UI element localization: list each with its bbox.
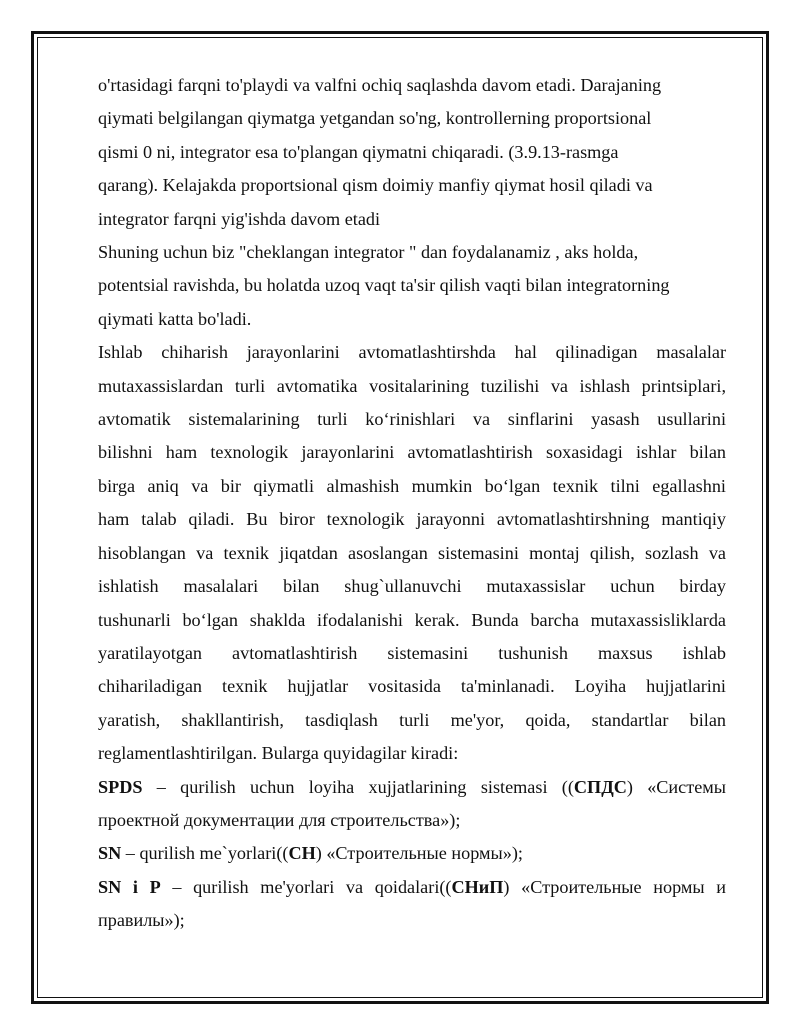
text-line: integrator farqni yig'ishda davom etadi <box>98 208 381 229</box>
text-line: qismi 0 ni, integrator esa to'plangan qiymatni chiqaradi. (3.9.13-rasmga <box>98 141 619 162</box>
abbr-term: SPDS <box>98 776 143 797</box>
text-line: qarang). Kelajakda proportsional qism doimiy manfiy qiymat hosil qiladi va <box>98 175 653 196</box>
russian-abbr: СН <box>288 843 316 864</box>
text-line <box>98 871 726 904</box>
list-item-sn <box>98 837 726 870</box>
definition-text: – qurilish me`yorlari(( <box>121 843 289 864</box>
text-line: yaratilayotgan avtomatlashtirish sistemasini tushunish maxsus ishlab <box>98 642 726 663</box>
text-line: Shuning uchun biz "cheklangan integrator " dan foydalanamiz , aks holda, <box>98 242 639 263</box>
text-line: yaratish, shakllantirish, tasdiqlash turli me'yor, qoida, standartlar bilan <box>98 709 726 730</box>
text-line: Ishlab chiharish jarayonlarini avtomatlashtirshda hal qilinadigan masalalar <box>98 342 726 363</box>
list-item-spds <box>98 771 726 838</box>
text-line: правилы»); <box>98 910 185 931</box>
abbr-term: SN <box>98 843 122 864</box>
paragraph-integrator <box>98 69 726 236</box>
text-line: birga aniq va bir qiymatli almashish mumkin bo‘lgan texnik tilni egallashni <box>98 475 726 496</box>
text-line: проектной документации для строительства»); <box>98 809 461 830</box>
abbr-term: SN i P <box>98 876 161 897</box>
text-line: hisoblangan va texnik jiqatdan asoslangan sistemasini montaj qilish, sozlash va <box>98 542 726 563</box>
russian-abbr: СПДС <box>573 776 627 797</box>
text-line: chihariladigan texnik hujjatlar vositasida ta'minlanadi. Loyiha hujjatlarini <box>98 676 726 697</box>
definition-text: ) «Строительные нормы»); <box>315 843 523 864</box>
text-line: qiymati belgilangan qiymatga yetgandan so'ng, kontrollerning proportsional <box>98 108 652 129</box>
text-line: qiymati katta bo'ladi. <box>98 308 252 329</box>
text-line: o'rtasidagi farqni to'playdi va valfni ochiq saqlashda davom etadi. Darajaning <box>98 75 662 95</box>
definition-text: ) «Системы <box>626 776 726 797</box>
text-line: ham talab qiladi. Bu biror texnologik jarayonni avtomatlashtirshning mantiqiy <box>98 509 726 530</box>
text-line: reglamentlashtirilgan. Bularga quyidagilar kiradi: <box>98 743 459 764</box>
text-line: potentsial ravishda, bu holatda uzoq vaqt ta'sir qilish vaqti bilan integratorning <box>98 275 670 296</box>
text-line <box>98 837 726 870</box>
list-item-snip <box>98 871 726 938</box>
document-body <box>98 69 726 938</box>
paragraph-limited-integrator <box>98 236 726 336</box>
definition-text: – qurilish uchun loyiha xujjatlarining sistemasi (( <box>142 776 574 797</box>
text-line: avtomatik sistemalarining turli ko‘rinishlari va sinflarini yasash usullarini <box>98 409 726 430</box>
russian-abbr: СНиП <box>451 876 504 897</box>
text-line: ishlatish masalalari bilan shug`ullanuvchi mutaxassislar uchun birday <box>98 576 726 597</box>
text-line <box>98 771 726 804</box>
text-line: mutaxassislardan turli avtomatika vositalarining tuzilishi va ishlash printsiplari, <box>98 375 726 396</box>
text-line: bilishni ham texnologik jarayonlarini avtomatlashtirish soxasidagi ishlar bilan <box>98 442 726 463</box>
paragraph-automation <box>98 336 726 770</box>
definition-text: – qurilish me'yorlari va qoidalari(( <box>160 876 452 897</box>
text-line: tushunarli bo‘lgan shaklda ifodalanishi kerak. Bunda barcha mutaxassisliklarda <box>98 609 726 630</box>
definition-text: ) «Строительные нормы и <box>503 876 726 897</box>
